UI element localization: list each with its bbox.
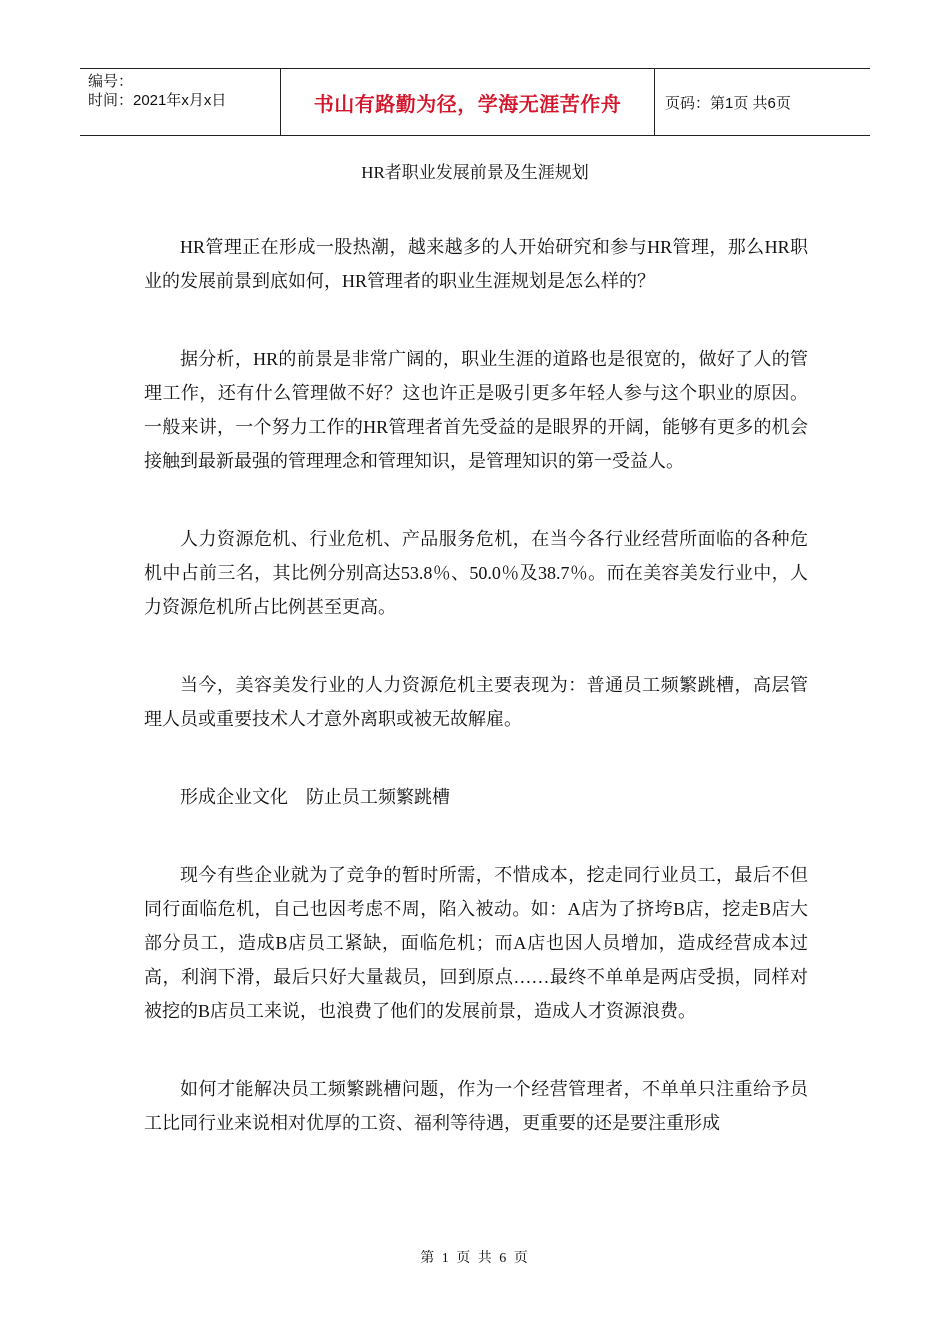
motto-cell bbox=[281, 69, 655, 135]
header-meta-cell bbox=[80, 69, 281, 135]
page-info-text: 页码：第1页 共6页 bbox=[665, 94, 791, 112]
paragraph: 人力资源危机、行业危机、产品服务危机，在当今各行业经营所面临的各种危机中占前三名，其比例分别高达53.8％、50.0％及38.7％。而在美容美发行业中，人力资源危机所占比例甚至更高。 bbox=[144, 529, 808, 617]
paragraph: 如何才能解决员工频繁跳槽问题，作为一个经营管理者，不单单只注重给予员工比同行业来说相对优厚的工资、福利等待遇，更重要的还是要注重形成 bbox=[144, 1079, 808, 1133]
page-footer: 第 1 页 共 6 页 bbox=[420, 1251, 530, 1266]
document-body bbox=[144, 230, 808, 1184]
page-info-cell bbox=[655, 69, 870, 135]
paragraph: 据分析，HR的前景是非常广阔的，职业生涯的道路也是很宽的，做好了人的管理工作，还有什么管理做不好？这也许正是吸引更多年轻人参与这个职业的原因。一般来讲，一个努力工作的HR管理者首先受益的是眼界的开阔，能够有更多的机会接触到最新最强的管理理念和管理知识，是管理知识的第一受益人。 bbox=[144, 349, 808, 471]
time-label: 时间：2021年x月x日 bbox=[88, 92, 227, 109]
number-label: 编号： bbox=[88, 73, 134, 90]
header-table bbox=[80, 68, 870, 136]
paragraph: HR管理正在形成一股热潮，越来越多的人开始研究和参与HR管理，那么HR职业的发展前景到底如何，HR管理者的职业生涯规划是怎么样的？ bbox=[144, 237, 808, 291]
paragraph: 现今有些企业就为了竞争的暂时所需，不惜成本，挖走同行业员工，最后不但同行面临危机，自己也因考虑不周，陷入被动。如：A店为了挤垮B店，挖走B店大部分员工，造成B店员工紧缺，面临危机；而A店也因人员增加，造成经营成本过高，利润下滑，最后只好大量裁员，回到原点……最终不单单是两店受损，同样对被挖的B店员工来说，也浪费了他们的发展前景，造成人才资源浪费。 bbox=[144, 865, 808, 1021]
motto-text: 书山有路勤为径，学海无涯苦作舟 bbox=[313, 93, 622, 116]
document-title: HR者职业发展前景及生涯规划 bbox=[361, 163, 589, 182]
paragraph: 当今，美容美发行业的人力资源危机主要表现为：普通员工频繁跳槽，高层管理人员或重要技术人才意外离职或被无故解雇。 bbox=[144, 675, 808, 729]
section-heading: 形成企业文化 防止员工频繁跳槽 bbox=[180, 787, 450, 807]
